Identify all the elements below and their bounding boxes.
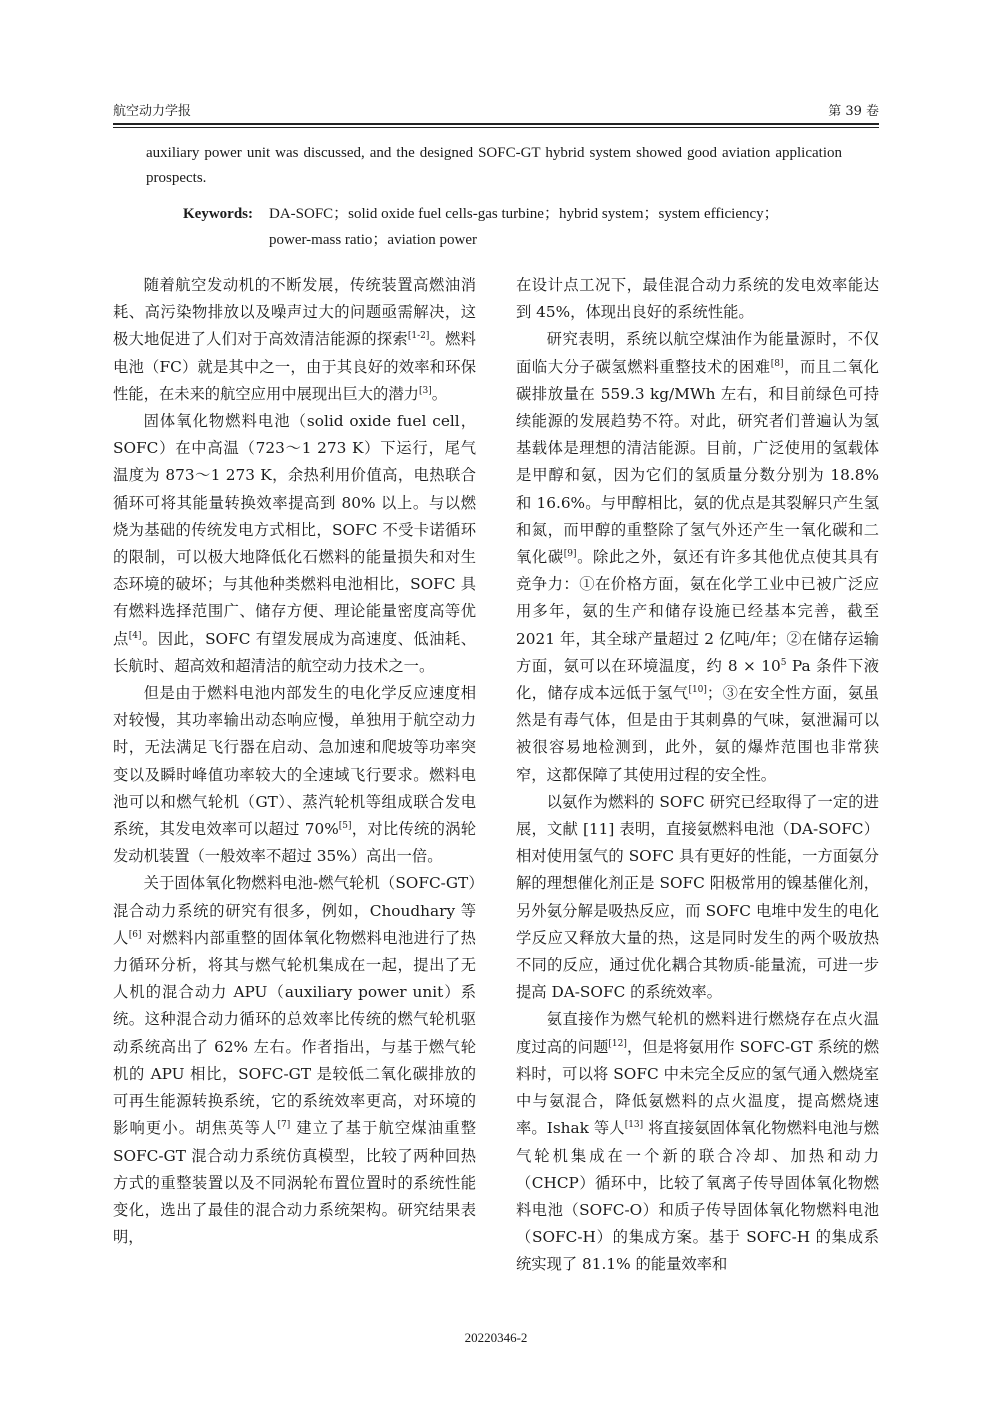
exponent: 5 [780,657,787,668]
citation[interactable]: [1-2] [407,331,430,342]
citation[interactable]: [5] [338,820,352,831]
keywords-line-2: power-mass ratio；aviation power [269,232,477,248]
paragraph: 在设计点工况下，最佳混合动力系统的发电效率能达到 45%，体现出良好的系统性能。 [516,276,879,322]
citation[interactable]: [10] [688,684,707,695]
citation[interactable]: [3] [418,385,432,396]
paragraph: 研究表明，系统以航空煤油作为能量源时，不仅面临大分子碳氢燃料重整技术的困难[8]，而且二氧化碳排放量在 559.3 kg/MWh 左右，和目前绿色可持续能源的发展趋势不符。对此，研究者们普遍认为氢基载体是理想的清洁能源。目前，广泛使用的氢载体是甲醇和氨，因为它们的氢质量分数分别为 18.8% 和 16.6%。与甲醇相比，氨的优点是其裂解只产生氢和氮，而甲醇的重整除了氢气外还产生一氧化碳和二氧化碳[9]。除此之外，氨还有许多其他优点使其具有竞争力：①在价格方面，氨在化学工业中已被广泛应用多年，氨的生产和储存设施已经基本完善，截至 2021 年，其全球产量超过 2 亿吨/年；②在储存运输方面，氨可以在环境温度，约 $8 \times 10^5$ Pa 条件下液化，储存成本远低于氢气[10]；③在安全性方面，氨虽然是有毒气体，但是由于其刺鼻的气味，氨泄漏可以被很容易地检测到，此外，氨的爆炸范围也非常狭窄，这都保障了其使用过程的安全性。 [516,330,880,784]
citation[interactable]: [8] [770,358,784,369]
citation[interactable]: 11 [588,820,609,839]
paragraph: 氨直接作为燃气轮机的燃料进行燃烧存在点火温度过高的问题[12]，但是将氨用作 SOFC-GT 系统的燃料时，可以将 SOFC 中未完全反应的氢气通入燃烧室中与氨混合，降低氨燃料的点火温度，提高燃烧速率。Ishak 等人[13] 将直接氨固体氧化物燃料电池与燃气轮机集成在一个新的联合冷却、加热和动力（CHCP）循环中，比较了氧离子传导固体氧化物燃料电池（SOFC-O）和质子传导固体氧化物燃料电池（SOFC-H）的集成方案。基于 SOFC-H 的集成系统实现了 81.1% 的能量效率和 [516,1010,879,1274]
keywords-label: Keywords: [183,206,253,222]
paragraph: 固体氧化物燃料电池（solid oxide fuel cell，SOFC）在中高温（723～1 273 K）下运行，尾气温度为 873～1 273 K，余热利用价值高，电热联合循环可将其能量转换效率提高到 80% 以上。与以燃烧为基础的传统发电方式相比，SOFC 不受卡诺循环的限制，可以极大地降低化石燃料的能量损失和对生态环境的破坏；与其他种类燃料电池相比，SOFC 具有燃料选择范围广、储存方便、理论能量密度高等优点[4]。因此，SOFC 有望发展成为高速度、低油耗、长航时、超高效和超清洁的航空动力技术之一。 [113,412,476,675]
abstract-tail: auxiliary power unit was discussed, and the designed SOFC-GT hybrid system showed good aviation application prospects. [146,145,842,186]
page-footer: 20220346-2 [464,1330,528,1345]
citation[interactable]: [7] [277,1120,291,1131]
paragraph: 以氨作为燃料的 SOFC 研究已经取得了一定的进展，文献 [11] 表明，直接氨燃料电池（DA-SOFC）相对使用氢气的 SOFC 具有更好的性能，一方面氨分解的理想催化剂正是 SOFC 阳极常用的镍基催化剂，另外氨分解是吸热反应，而 SOFC 电堆中发生的电化学反应又释放大量的热，这是同时发生的两个吸放热不同的反应，通过优化耦合其物质-能量流，可进一步提高 DA-SOFC 的系统效率。 [516,792,879,1002]
keywords-line-1: DA-SOFC；solid oxide fuel cells-gas turbine；hybrid system；system efficiency； [269,206,779,222]
left-column [113,272,476,1251]
volume-number: 第 39 卷 [828,104,879,119]
header-rule-thin [113,127,879,128]
right-column [516,272,879,1279]
paragraph: 但是由于燃料电池内部发生的电化学反应速度相对较慢，其功率输出动态响应慢，单独用于航空动力时，无法满足飞行器在启动、急加速和爬坡等功率突变以及瞬时峰值功率较大的全速域飞行要求。燃料电池可以和燃气轮机（GT）、蒸汽轮机等组成联合发电系统，其发电效率可以超过 70%[5]，对比传统的涡轮发动机装置（一般效率不超过 35%）高出一倍。 [113,684,476,866]
citation[interactable]: [9] [563,548,577,559]
citation[interactable]: [4] [128,630,142,641]
citation[interactable]: [6] [128,929,142,940]
citation[interactable]: [13] [624,1120,644,1131]
paragraph: 关于固体氧化物燃料电池-燃气轮机（SOFC-GT）混合动力系统的研究有很多，例如，Choudhary 等人[6] 对燃料内部重整的固体氧化物燃料电池进行了热力循环分析，将其与燃气轮机集成在一起，提出了无人机的混合动力 APU（auxiliary power unit）系统。这种混合动力循环的总效率比传统的燃气轮机驱动系统高出了 62% 左右。作者指出，与基于燃气轮机的 APU 相比，SOFC-GT 是较低二氧化碳排放的可再生能源转换系统，它的系统效率更高，对环境的影响更小。胡焦英等人[7] 建立了基于航空煤油重整 SOFC-GT 混合动力系统仿真模型，比较了两种回热方式的重整装置以及不同涡轮布置位置时的系统性能变化，选出了最佳的混合动力系统架构。研究结果表明， [113,874,476,1247]
header-rule-thick [113,123,879,125]
journal-name: 航空动力学报 [113,104,192,119]
citation[interactable]: [12] [608,1038,627,1049]
paragraph: 随着航空发动机的不断发展，传统装置高燃油消耗、高污染物排放以及噪声过大的问题亟需解决，这极大地促进了人们对于高效清洁能源的探索[1-2]。燃料电池（FC）就是其中之一，由于其良好的效率和环保性能，在未来的航空应用中展现出巨大的潜力[3]。 [113,276,476,403]
running-header [113,100,879,122]
